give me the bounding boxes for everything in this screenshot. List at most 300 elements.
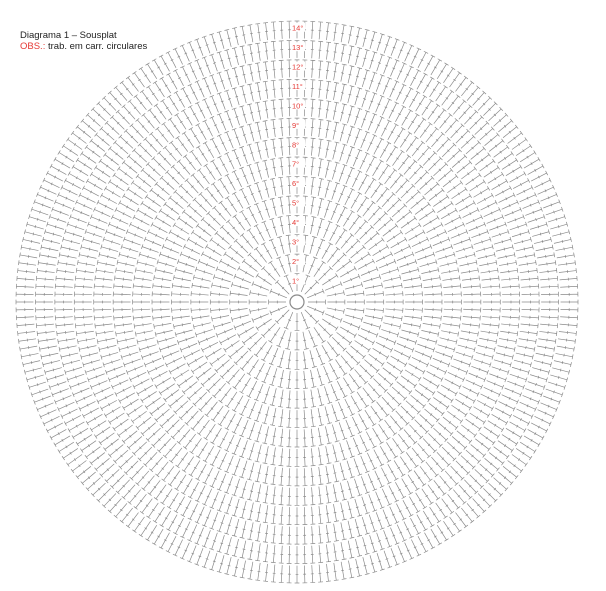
- stitch-symbol: [327, 290, 345, 296]
- stitch-symbol: [383, 275, 401, 281]
- stitch-symbol: [122, 105, 135, 120]
- stitch-symbol: [324, 366, 333, 383]
- stitch-symbol: [326, 486, 331, 504]
- stitch-symbol: [167, 95, 178, 111]
- stitch-symbol: [110, 475, 124, 489]
- stitch-symbol: [326, 140, 332, 158]
- stitch-symbol: [430, 507, 441, 523]
- stitch-symbol: [326, 62, 331, 80]
- stitch-symbol: [359, 174, 370, 190]
- stitch-symbol: [295, 566, 300, 583]
- stitch-symbol: [358, 335, 375, 345]
- stitch-symbol: [141, 244, 158, 252]
- stitch-symbol: [341, 44, 347, 62]
- stitch-symbol: [139, 345, 156, 352]
- stitch-symbol: [43, 178, 60, 188]
- stitch-symbol: [239, 440, 247, 457]
- stitch-symbol: [531, 423, 548, 433]
- stitch-symbol: [391, 39, 399, 56]
- stitch-symbol: [415, 390, 430, 402]
- stitch-symbol: [421, 330, 439, 336]
- stitch-symbol: [401, 267, 418, 274]
- stitch-symbol: [232, 128, 240, 145]
- stitch-symbol: [86, 478, 101, 491]
- stitch-symbol: [247, 104, 253, 122]
- stitch-symbol: [71, 131, 86, 143]
- stitch-symbol: [404, 66, 414, 83]
- stitch-symbol: [108, 413, 124, 424]
- stitch-symbol: [122, 485, 135, 500]
- stitch-symbol: [195, 80, 204, 97]
- stitch-symbol: [74, 300, 91, 305]
- stitch-symbol: [340, 144, 347, 161]
- stitch-symbol: [232, 559, 238, 577]
- stitch-symbol: [276, 330, 285, 347]
- stitch-symbol: [31, 207, 48, 215]
- stitch-symbol: [440, 338, 457, 345]
- stitch-symbol: [409, 230, 425, 241]
- stitch-symbol: [388, 464, 399, 480]
- stitch-symbol: [210, 138, 220, 155]
- stitch-symbol: [459, 393, 475, 404]
- stitch-symbol: [420, 337, 437, 344]
- stitch-symbol: [318, 565, 323, 583]
- stitch-symbol: [68, 422, 84, 433]
- stitch-symbol: [409, 165, 423, 179]
- stitch-symbol: [154, 275, 172, 280]
- stitch-symbol: [180, 343, 197, 352]
- stitch-symbol: [134, 323, 152, 328]
- stitch-symbol: [94, 316, 112, 321]
- stitch-symbol: [130, 124, 144, 138]
- stitch-symbol: [510, 171, 526, 182]
- stitch-symbol: [279, 60, 284, 78]
- stitch-symbol: [166, 515, 177, 531]
- stitch-symbol: [16, 300, 33, 305]
- stitch-symbol: [224, 497, 232, 514]
- stitch-symbol: [401, 376, 417, 388]
- stitch-symbol: [24, 229, 41, 236]
- stitch-symbol: [287, 546, 292, 563]
- stitch-symbol: [538, 260, 556, 265]
- stitch-symbol: [279, 119, 284, 137]
- stitch-symbol: [305, 280, 319, 294]
- stitch-symbol: [442, 323, 460, 328]
- stitch-symbol: [354, 128, 362, 145]
- stitch-symbol: [311, 370, 317, 388]
- stitch-symbol: [310, 546, 315, 564]
- stitch-symbol: [548, 214, 565, 222]
- stitch-symbol: [360, 225, 374, 239]
- stitch-symbol: [369, 515, 377, 532]
- stitch-symbol: [517, 185, 534, 195]
- stitch-symbol: [195, 329, 212, 337]
- stitch-symbol: [326, 505, 331, 523]
- stitch-symbol: [441, 331, 459, 337]
- stitch-symbol: [247, 124, 254, 141]
- stitch-symbol: [20, 346, 38, 351]
- stitch-symbol: [100, 127, 115, 140]
- stitch-symbol: [287, 507, 292, 525]
- stitch-symbol: [279, 546, 284, 564]
- stitch-symbol: [262, 386, 270, 403]
- stitch-symbol: [397, 62, 406, 79]
- stitch-symbol: [203, 120, 213, 137]
- stitch-symbol: [173, 370, 189, 381]
- stitch-symbol: [232, 67, 239, 84]
- stitch-symbol: [75, 200, 92, 209]
- stitch-symbol: [247, 443, 254, 460]
- stitch-symbol: [318, 526, 323, 544]
- stitch-symbol: [41, 245, 59, 251]
- stitch-symbol: [375, 116, 384, 133]
- stitch-symbol: [175, 475, 186, 491]
- stitch-symbol: [498, 252, 516, 258]
- stitch-symbol: [379, 164, 391, 180]
- stitch-symbol: [516, 245, 534, 251]
- stitch-symbol: [173, 48, 183, 65]
- stitch-symbol: [396, 84, 406, 101]
- stitch-symbol: [232, 170, 242, 187]
- stitch-symbol: [560, 292, 577, 297]
- stitch-symbol: [318, 198, 324, 216]
- stitch-symbol: [502, 315, 520, 320]
- stitch-symbol: [87, 374, 104, 382]
- stitch-symbol: [343, 378, 354, 394]
- round-label: 14°: [292, 23, 304, 33]
- stitch-symbol: [396, 179, 409, 194]
- stitch-symbol: [252, 281, 269, 290]
- stitch-symbol: [557, 346, 575, 351]
- stitch-symbol: [492, 367, 509, 375]
- stitch-symbol: [540, 323, 558, 328]
- stitch-symbol: [317, 368, 324, 385]
- stitch-symbol: [361, 131, 370, 148]
- stitch-symbol: [476, 352, 493, 359]
- stitch-symbol: [93, 207, 110, 216]
- stitch-symbol: [310, 80, 315, 98]
- stitch-symbol: [21, 353, 39, 359]
- stitch-symbol: [387, 392, 401, 406]
- stitch-symbol: [100, 193, 116, 203]
- stitch-symbol: [35, 292, 52, 297]
- stitch-symbol: [141, 352, 158, 360]
- stitch-symbol: [455, 399, 471, 410]
- stitch-symbol: [67, 374, 84, 382]
- stitch-symbol: [16, 315, 34, 320]
- stitch-symbol: [240, 501, 247, 518]
- stitch-symbol: [123, 359, 140, 367]
- stitch-symbol: [230, 291, 248, 296]
- stitch-symbol: [310, 526, 315, 544]
- stitch-symbol: [234, 274, 251, 283]
- stitch-symbol: [345, 282, 362, 289]
- stitch-symbol: [401, 216, 417, 228]
- stitch-symbol: [97, 200, 114, 210]
- stitch-symbol: [146, 503, 158, 519]
- stitch-symbol: [286, 429, 291, 447]
- stitch-symbol: [193, 392, 207, 406]
- stitch-symbol: [409, 364, 425, 375]
- stitch-symbol: [541, 284, 559, 289]
- stitch-symbol: [113, 292, 131, 297]
- stitch-symbol: [409, 425, 423, 439]
- stitch-symbol: [133, 292, 151, 297]
- stitch-symbol: [131, 411, 147, 423]
- stitch-symbol: [391, 548, 399, 565]
- stitch-symbol: [417, 252, 434, 260]
- stitch-symbol: [271, 80, 276, 98]
- stitch-symbol: [311, 409, 316, 427]
- stitch-symbol: [61, 245, 79, 251]
- stitch-symbol: [416, 493, 427, 509]
- stitch-symbol: [451, 366, 468, 375]
- stitch-symbol: [217, 535, 224, 552]
- stitch-symbol: [354, 458, 362, 475]
- stitch-symbol: [247, 402, 256, 419]
- stitch-symbol: [123, 237, 140, 245]
- stitch-symbol: [255, 142, 262, 159]
- stitch-symbol: [193, 323, 211, 329]
- stitch-symbol: [79, 401, 96, 411]
- stitch-symbol: [279, 526, 284, 544]
- stitch-symbol: [541, 308, 558, 313]
- stitch-symbol: [119, 135, 133, 149]
- stitch-symbol: [314, 327, 326, 343]
- stitch-symbol: [379, 259, 396, 268]
- stitch-symbol: [385, 283, 403, 288]
- stitch-symbol: [363, 322, 380, 329]
- stitch-symbol: [394, 244, 411, 254]
- stitch-symbol: [67, 222, 84, 230]
- stitch-symbol: [255, 543, 260, 561]
- stitch-symbol: [492, 179, 508, 190]
- stitch-symbol: [271, 447, 276, 465]
- stitch-symbol: [116, 331, 134, 336]
- stitch-symbol: [68, 171, 84, 182]
- stitch-symbol: [171, 425, 185, 439]
- stitch-symbol: [354, 108, 362, 125]
- stitch-symbol: [332, 253, 346, 267]
- stitch-symbol: [455, 194, 471, 205]
- stitch-symbol: [149, 457, 162, 472]
- stitch-symbol: [499, 260, 517, 265]
- stitch-symbol: [248, 253, 262, 267]
- stitch-symbol: [271, 139, 276, 157]
- stitch-symbol: [303, 527, 308, 545]
- stitch-symbol: [173, 518, 183, 535]
- stitch-symbol: [37, 331, 55, 336]
- stitch-symbol: [378, 217, 393, 230]
- stitch-symbol: [459, 201, 475, 212]
- stitch-symbol: [337, 206, 347, 223]
- stitch-symbol: [303, 332, 309, 350]
- stitch-symbol: [114, 323, 132, 328]
- stitch-symbol: [188, 84, 198, 101]
- stitch-symbol: [247, 185, 256, 202]
- stitch-symbol: [163, 443, 176, 458]
- stitch-symbol: [232, 458, 240, 475]
- stitch-symbol: [105, 229, 122, 237]
- stitch-symbol: [254, 203, 263, 220]
- stitch-symbol: [382, 489, 391, 506]
- stitch-symbol: [385, 291, 403, 296]
- stitch-symbol: [96, 331, 114, 336]
- round-label: 12°: [292, 62, 304, 72]
- stitch-symbol: [484, 387, 501, 396]
- stitch-symbol: [316, 348, 325, 365]
- stitch-symbol: [324, 221, 333, 238]
- stitch-symbol: [287, 60, 292, 78]
- stitch-symbol: [118, 393, 134, 404]
- stitch-symbol: [325, 406, 332, 423]
- stitch-symbol: [521, 315, 539, 320]
- stitch-symbol: [83, 237, 100, 244]
- stitch-symbol: [217, 555, 224, 572]
- stitch-symbol: [348, 541, 354, 559]
- stitch-symbol: [477, 193, 493, 203]
- stitch-symbol: [415, 244, 432, 253]
- stitch-symbol: [217, 474, 226, 491]
- stitch-symbol: [540, 276, 558, 281]
- stitch-symbol: [38, 260, 56, 265]
- stitch-symbol: [405, 308, 423, 313]
- stitch-symbol: [191, 230, 207, 242]
- stitch-symbol: [488, 421, 504, 432]
- stitch-symbol: [85, 229, 102, 237]
- stitch-symbol: [523, 395, 540, 404]
- stitch-symbol: [447, 411, 463, 423]
- stitch-symbol: [311, 216, 317, 234]
- stitch-symbol: [239, 210, 250, 226]
- stitch-symbol: [459, 105, 472, 120]
- stitch-symbol: [117, 338, 135, 344]
- stitch-symbol: [132, 517, 144, 533]
- stitch-symbol: [99, 252, 117, 258]
- stitch-symbol: [174, 497, 185, 513]
- stitch-symbol: [534, 360, 551, 367]
- stitch-symbol: [255, 43, 260, 61]
- stitch-symbol: [173, 275, 191, 281]
- stitch-symbol: [166, 536, 176, 553]
- stitch-symbol: [517, 346, 535, 352]
- stitch-symbol: [263, 525, 268, 543]
- stitch-symbol: [224, 456, 233, 473]
- stitch-symbol: [390, 80, 399, 97]
- stitch-symbol: [318, 545, 323, 563]
- stitch-symbol: [191, 300, 208, 305]
- stitch-symbol: [18, 260, 36, 265]
- stitch-symbol: [262, 406, 269, 423]
- stitch-symbol: [111, 215, 128, 224]
- stitch-symbol: [42, 360, 59, 367]
- stitch-symbol: [165, 237, 182, 247]
- stitch-symbol: [189, 460, 200, 476]
- stitch-symbol: [338, 185, 347, 202]
- stitch-symbol: [209, 553, 217, 570]
- stitch-symbol: [231, 315, 248, 322]
- stitch-symbol: [456, 244, 473, 252]
- stitch-symbol: [268, 261, 280, 277]
- stitch-symbol: [412, 357, 429, 367]
- stitch-symbol: [480, 433, 496, 445]
- stitch-symbol: [501, 323, 519, 328]
- stitch-symbol: [55, 315, 73, 320]
- stitch-symbol: [175, 330, 192, 337]
- stitch-symbol: [423, 77, 434, 93]
- stitch-symbol: [385, 316, 403, 321]
- stitch-symbol: [212, 206, 225, 221]
- stitch-symbol: [116, 480, 130, 494]
- stitch-symbol: [403, 500, 413, 517]
- stitch-symbol: [334, 43, 339, 61]
- stitch-symbol: [303, 468, 308, 486]
- stitch-symbol: [377, 34, 385, 51]
- stitch-symbol: [295, 332, 300, 349]
- stitch-symbol: [398, 41, 407, 58]
- stitch-symbol: [382, 192, 395, 207]
- stitch-symbol: [326, 101, 331, 119]
- stitch-symbol: [431, 529, 442, 545]
- stitch-symbol: [418, 536, 428, 553]
- stitch-symbol: [190, 150, 202, 166]
- stitch-symbol: [225, 435, 235, 452]
- stitch-symbol: [270, 159, 275, 177]
- stitch-symbol: [279, 21, 284, 39]
- stitch-symbol: [317, 218, 324, 235]
- stitch-symbol: [325, 160, 331, 178]
- stitch-symbol: [62, 360, 79, 367]
- stitch-symbol: [440, 260, 457, 267]
- stitch-symbol: [404, 316, 422, 321]
- stitch-symbol: [499, 338, 517, 343]
- stitch-symbol: [279, 468, 284, 486]
- stitch-symbol: [433, 358, 450, 367]
- stitch-symbol: [270, 178, 276, 196]
- stitch-symbol: [470, 115, 484, 129]
- stitch-symbol: [389, 486, 399, 503]
- stitch-symbol: [327, 300, 344, 305]
- stitch-symbol: [119, 456, 133, 470]
- stitch-symbol: [352, 417, 362, 434]
- stitch-symbol: [172, 308, 190, 313]
- stitch-symbol: [367, 134, 377, 151]
- stitch-symbol: [476, 245, 493, 252]
- stitch-symbol: [520, 402, 537, 411]
- stitch-symbol: [286, 215, 291, 233]
- stitch-symbol: [438, 345, 455, 352]
- stitch-symbol: [171, 165, 185, 179]
- stitch-symbol: [318, 119, 323, 137]
- stitch-symbol: [489, 222, 506, 230]
- stitch-symbol: [218, 178, 229, 194]
- stitch-symbol: [406, 190, 421, 203]
- stitch-symbol: [255, 162, 262, 179]
- stitch-symbol: [373, 378, 387, 392]
- stitch-symbol: [430, 365, 447, 375]
- stitch-symbol: [351, 396, 362, 412]
- stitch-symbol: [179, 406, 193, 420]
- stitch-symbol: [365, 178, 376, 194]
- stitch-symbol: [380, 446, 391, 462]
- stitch-symbol: [534, 237, 551, 244]
- stitch-symbol: [75, 276, 93, 281]
- stitch-symbol: [560, 323, 578, 328]
- stitch-symbol: [422, 99, 434, 115]
- stitch-symbol: [451, 229, 468, 238]
- stitch-symbol: [311, 429, 316, 447]
- stitch-symbol: [443, 283, 461, 288]
